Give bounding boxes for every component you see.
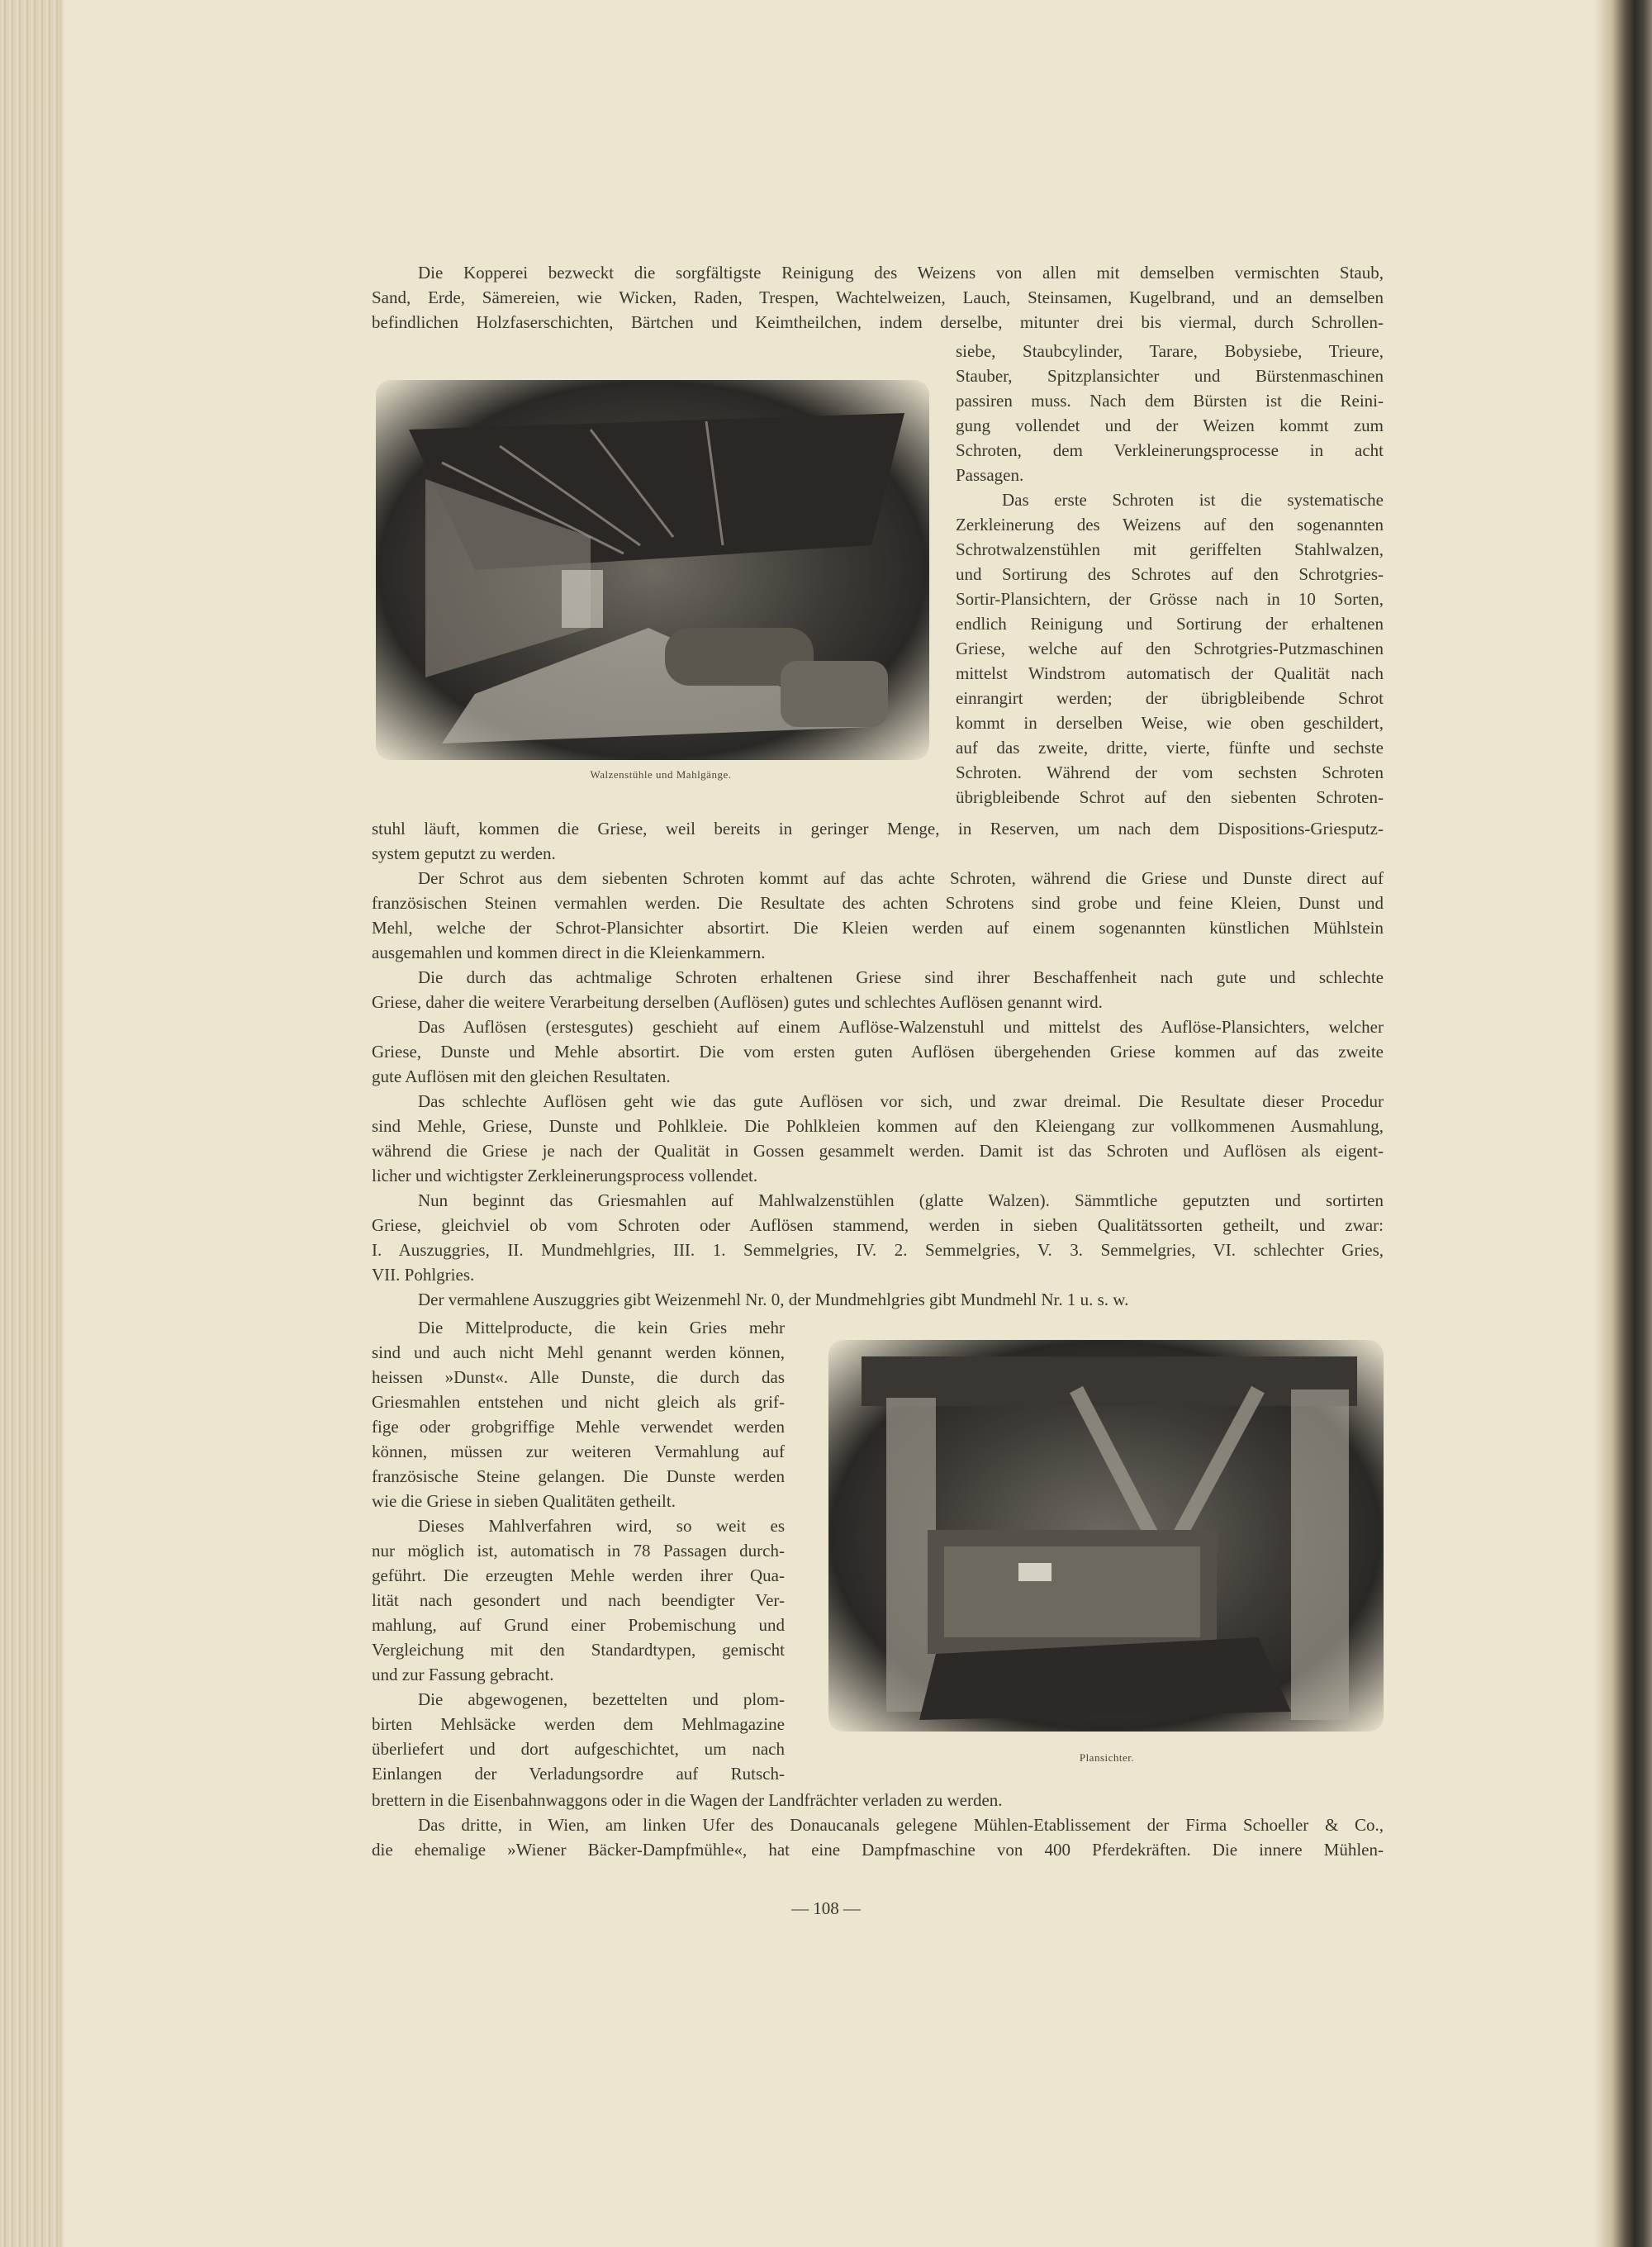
text-line: Griesmahlen entstehen und nicht gleich als grif- [372, 1392, 785, 1412]
text-line: Passagen. [956, 465, 1024, 485]
text-line: und Sortirung des Schrotes auf den Schrotgries- [956, 564, 1384, 584]
text-line: französischen Steinen vermahlen werden. Die Resultate des achten Schrotens sind grobe und feine Kleien, Dunst und [372, 893, 1384, 913]
text-line: Sand, Erde, Sämereien, wie Wicken, Raden, Trespen, Wachtelweizen, Lauch, Steinsamen, Kugelbrand, und an demselben [372, 287, 1384, 307]
text-section-main [372, 816, 1384, 1312]
text-section-closing [372, 1788, 1384, 1862]
text-line: Das schlechte Auflösen geht wie das gute Auflösen vor sich, und zwar dreimal. Die Resultate dieser Procedur [418, 1091, 1384, 1111]
text-line: siebe, Staubcylinder, Tarare, Bobysiebe, Trieure, [956, 341, 1384, 361]
text-line: passiren muss. Nach dem Bürsten ist die Reini- [956, 391, 1384, 411]
text-line: sind Mehle, Griese, Dunste und Pohlkleie. Die Pohlkleien kommen auf den Kleiengang zur vollkommenen Ausmahlung, [372, 1116, 1384, 1136]
text-line: Die Mittelproducte, die kein Gries mehr [418, 1318, 785, 1337]
text-line: endlich Reinigung und Sortirung der erhaltenen [956, 614, 1384, 634]
text-line: können, müssen zur weiteren Vermahlung auf [372, 1442, 785, 1461]
text-line: heissen »Dunst«. Alle Dunste, die durch das [372, 1367, 785, 1387]
text-line: mahlung, auf Grund einer Probemischung und [372, 1615, 785, 1635]
text-line: einrangirt werden; der übrigbleibende Schrot [956, 688, 1384, 708]
text-line: wie die Griese in sieben Qualitäten getheilt. [372, 1491, 676, 1511]
text-line: Zerkleinerung des Weizens auf den sogenannten [956, 515, 1384, 534]
text-line: Der Schrot aus dem siebenten Schroten kommt auf das achte Schroten, während die Griese und Dunste direct auf [418, 868, 1384, 888]
text-line: Nun beginnt das Griesmahlen auf Mahlwalzenstühlen (glatte Walzen). Sämmtliche geputzten und sortirten [418, 1190, 1384, 1210]
text-line: brettern in die Eisenbahnwaggons oder in die Wagen der Landfrächter verladen zu werden. [372, 1790, 1003, 1810]
text-line: Das erste Schroten ist die systematische [1002, 490, 1384, 510]
text-line: Die durch das achtmalige Schroten erhaltenen Griese sind ihrer Beschaffenheit nach gute und schlechte [418, 967, 1384, 987]
text-line: auf das zweite, dritte, vierte, fünfte und sechste [956, 738, 1384, 758]
text-line: ausgemahlen und kommen direct in die Kleienkammern. [372, 943, 766, 962]
text-line: VII. Pohlgries. [372, 1265, 475, 1285]
text-line: Das dritte, in Wien, am linken Ufer des Donaucanals gelegene Mühlen-Etablissement der Firma Schoeller & Co., [418, 1815, 1384, 1835]
text-section-intro [372, 260, 1384, 335]
figure-caption-plansichter: Plansichter. [1079, 1751, 1135, 1764]
text-line: Griese, daher die weitere Verarbeitung derselben (Auflösen) gutes und schlechtes Auflösen genannt wird. [372, 992, 1103, 1012]
text-line: mittelst Windstrom automatisch der Qualität nach [956, 663, 1384, 683]
text-line: I. Auszuggries, II. Mundmehlgries, III. 1. Semmelgries, IV. 2. Semmelgries, V. 3. Semmelgries, VI. schlechter Gries, [372, 1240, 1384, 1260]
text-line: system geputzt zu werden. [372, 843, 556, 863]
text-line: licher und wichtigster Zerkleinerungsprocess vollendet. [372, 1166, 758, 1185]
text-line: Griese, gleichviel ob vom Schroten oder Auflösen stammend, werden in sieben Qualitätssorten getheilt, und zwar: [372, 1215, 1384, 1235]
text-line: birten Mehlsäcke werden dem Mehlmagazine [372, 1714, 785, 1734]
text-line: Vergleichung mit den Standardtypen, gemischt [372, 1640, 785, 1660]
text-line: Die Kopperei bezweckt die sorgfältigste Reinigung des Weizens von allen mit demselben vermischten Staub, [418, 263, 1384, 283]
text-line: Einlangen der Verladungsordre auf Rutsch- [372, 1764, 785, 1784]
text-line: fige oder grobgriffige Mehle verwendet werden [372, 1417, 785, 1437]
text-section-left-column [372, 1315, 785, 1786]
text-line: gute Auflösen mit den gleichen Resultaten. [372, 1066, 671, 1086]
text-line: Mehl, welche der Schrot-Plansichter absortirt. Die Kleien werden auf einem sogenannten künstlichen Mühlstein [372, 918, 1384, 938]
text-line: die ehemalige »Wiener Bäcker-Dampfmühle«, hat eine Dampfmaschine von 400 Pferdekräften. Die innere Mühlen- [372, 1840, 1384, 1860]
text-line: Schroten. Während der vom sechsten Schroten [956, 762, 1384, 782]
text-line: französische Steine gelangen. Die Dunste werden [372, 1466, 785, 1486]
text-line: stuhl läuft, kommen die Griese, weil bereits in geringer Menge, in Reserven, um nach dem Dispositions-Griesputz- [372, 819, 1384, 838]
text-line: nur möglich ist, automatisch in 78 Passagen durch- [372, 1541, 785, 1561]
plansichter-machine-illustration [828, 1340, 1384, 1732]
text-line: Griese, Dunste und Mehle absortirt. Die vom ersten guten Auflösen übergehenden Griese kommen auf das zweite [372, 1042, 1384, 1062]
text-line: kommt in derselben Weise, wie oben geschildert, [956, 713, 1384, 733]
text-line: während die Griese je nach der Qualität in Gossen gesammelt werden. Damit ist das Schroten und Auflösen als eigent- [372, 1141, 1384, 1161]
text-line: Stauber, Spitzplansichter und Bürstenmaschinen [956, 366, 1384, 386]
text-line: übrigbleibende Schrot auf den siebenten Schroten- [956, 787, 1384, 807]
text-line: Dieses Mahlverfahren wird, so weit es [418, 1516, 785, 1536]
photo-walzenstuehle [376, 380, 929, 760]
text-line: Schroten, dem Verkleinerungsprocesse in acht [956, 440, 1384, 460]
text-line: und zur Fassung gebracht. [372, 1665, 554, 1684]
page-number: — 108 — [791, 1898, 861, 1918]
text-line: Griese, welche auf den Schrotgries-Putzmaschinen [956, 639, 1384, 658]
text-line: Das Auflösen (erstesgutes) geschieht auf einem Auflöse-Walzenstuhl und mittelst des Auflöse-Plansichters, welcher [418, 1017, 1384, 1037]
mill-hall-illustration [376, 380, 929, 760]
text-line: gung vollendet und der Weizen kommt zum [956, 416, 1384, 435]
text-line: sind und auch nicht Mehl genannt werden können, [372, 1342, 785, 1362]
figure-caption-walzenstuehle: Walzenstühle und Mahlgänge. [590, 768, 732, 781]
text-line: geführt. Die erzeugten Mehle werden ihrer Qua- [372, 1565, 785, 1585]
text-line: Sortir-Plansichtern, der Grösse nach in 10 Sorten, [956, 589, 1384, 609]
text-line: überliefert und dort aufgeschichtet, um nach [372, 1739, 785, 1759]
text-section-right-column [956, 339, 1384, 810]
text-line: Die abgewogenen, bezettelten und plom- [418, 1689, 785, 1709]
text-line: Schrotwalzenstühlen mit geriffelten Stahlwalzen, [956, 539, 1384, 559]
text-line: befindlichen Holzfaserschichten, Bärtchen und Keimtheilchen, indem derselbe, mitunter drei bis viermal, durch Schrollen- [372, 312, 1384, 332]
text-line: Der vermahlene Auszuggries gibt Weizenmehl Nr. 0, der Mundmehlgries gibt Mundmehl Nr. 1 u. s. w. [418, 1290, 1129, 1309]
photo-plansichter [828, 1340, 1384, 1732]
text-line: lität nach gesondert und nach beendigter Ver- [372, 1590, 785, 1610]
